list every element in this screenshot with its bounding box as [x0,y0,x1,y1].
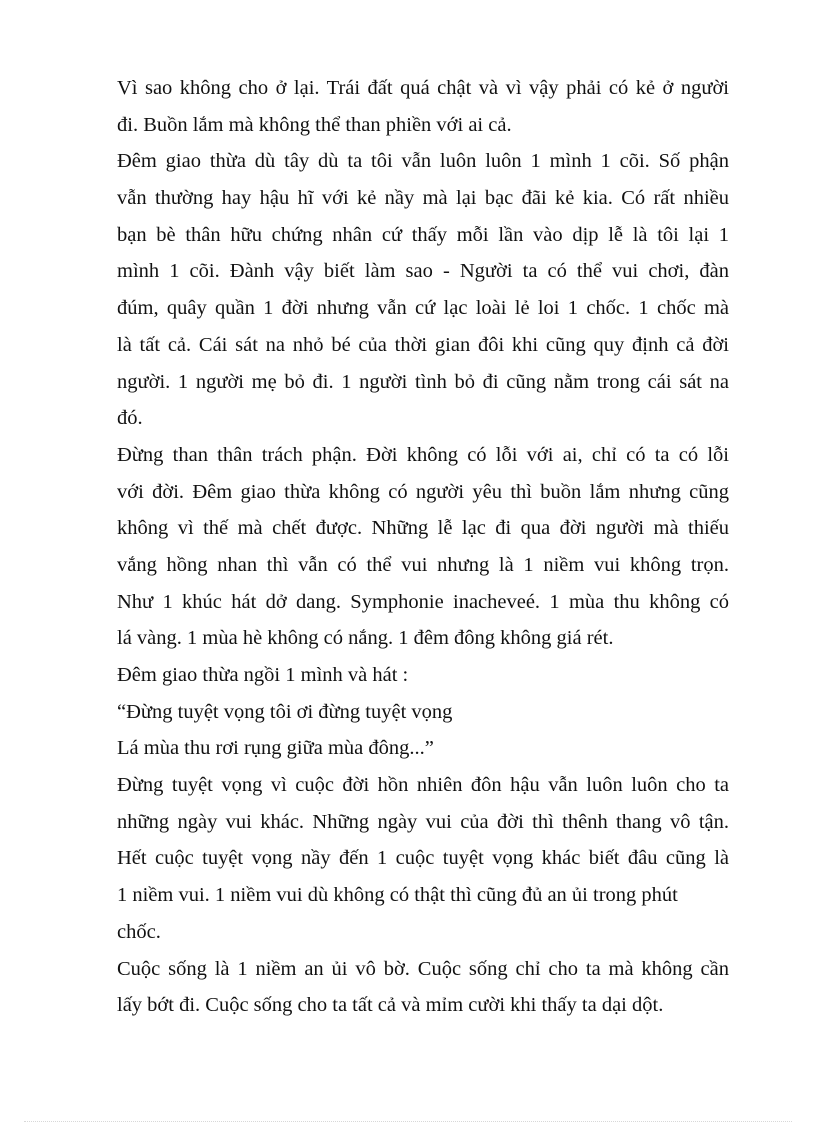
text-line: chốc. [117,920,161,943]
text-line: Hết cuộc tuyệt vọng nầy đến 1 cuộc tuyệt vọng khác biết đâu cũng là [117,847,729,870]
text-line: lá vàng. 1 mùa hè không có nắng. 1 đêm đông không giá rét. [117,627,614,650]
page-edge-divider [24,1121,792,1122]
text-line: không vì thế mà chết được. Những lễ lạc đi qua đời người mà thiếu [117,517,729,540]
text-line: người. 1 người mẹ bỏ đi. 1 người tình bỏ đi cũng nằm trong cái sát na [117,370,729,393]
text-line: đó. [117,407,143,430]
text-line: vẫn thường hay hậu hĩ với kẻ nầy mà lại bạc đãi kẻ kia. Có rất nhiều [117,187,729,210]
text-line: Đừng tuyệt vọng vì cuộc đời hồn nhiên đôn hậu vẫn luôn luôn cho ta [117,774,729,797]
text-line: Đừng than thân trách phận. Đời không có lỗi với ai, chỉ có ta có lỗi [117,443,729,466]
text-line: bạn bè thân hữu chứng nhân cứ thấy mỗi lần vào dịp lễ là tôi lại 1 [117,223,729,246]
text-line: những ngày vui khác. Những ngày vui của đời thì thênh thang vô tận. [117,810,729,833]
text-line: Đêm giao thừa dù tây dù ta tôi vẫn luôn luôn 1 mình 1 cõi. Số phận [117,150,729,173]
text-line: Cuộc sống là 1 niềm an ủi vô bờ. Cuộc sống chỉ cho ta mà không cần [117,957,729,980]
text-line: mình 1 cõi. Đành vậy biết làm sao - Người ta có thể vui chơi, đàn [117,260,729,283]
text-line: Như 1 khúc hát dở dang. Symphonie inacheveé. 1 mùa thu không có [117,590,729,613]
text-line: đúm, quây quần 1 đời nhưng vẫn cứ lạc loài lẻ loi 1 chốc. 1 chốc mà [117,297,729,320]
text-line: là tất cả. Cái sát na nhỏ bé của thời gian đôi khi cũng quy định cả đời [117,333,729,356]
text-line: “Đừng tuyệt vọng tôi ơi đừng tuyệt vọng [117,700,453,723]
text-line: vắng hồng nhan thì vẫn có thể vui nhưng là 1 niềm vui không trọn. [117,553,729,576]
text-line: Vì sao không cho ở lại. Trái đất quá chật và vì vậy phải có kẻ ở người [117,77,729,99]
text-line: Lá mùa thu rơi rụng giữa mùa đông...” [117,737,434,760]
text-line: 1 niềm vui. 1 niềm vui dù không có thật thì cũng đủ an ủi trong phút [117,884,678,907]
text-line: với đời. Đêm giao thừa không có người yêu thì buồn lắm nhưng cũng [117,480,729,503]
text-line: Đêm giao thừa ngồi 1 mình và hát : [117,664,409,686]
text-line: lấy bớt đi. Cuộc sống cho ta tất cả và mỉm cười khi thấy ta dại dột. [117,994,664,1017]
document-body [117,70,729,1024]
text-line: đi. Buồn lắm mà không thể than phiền với ai cả. [117,113,512,136]
